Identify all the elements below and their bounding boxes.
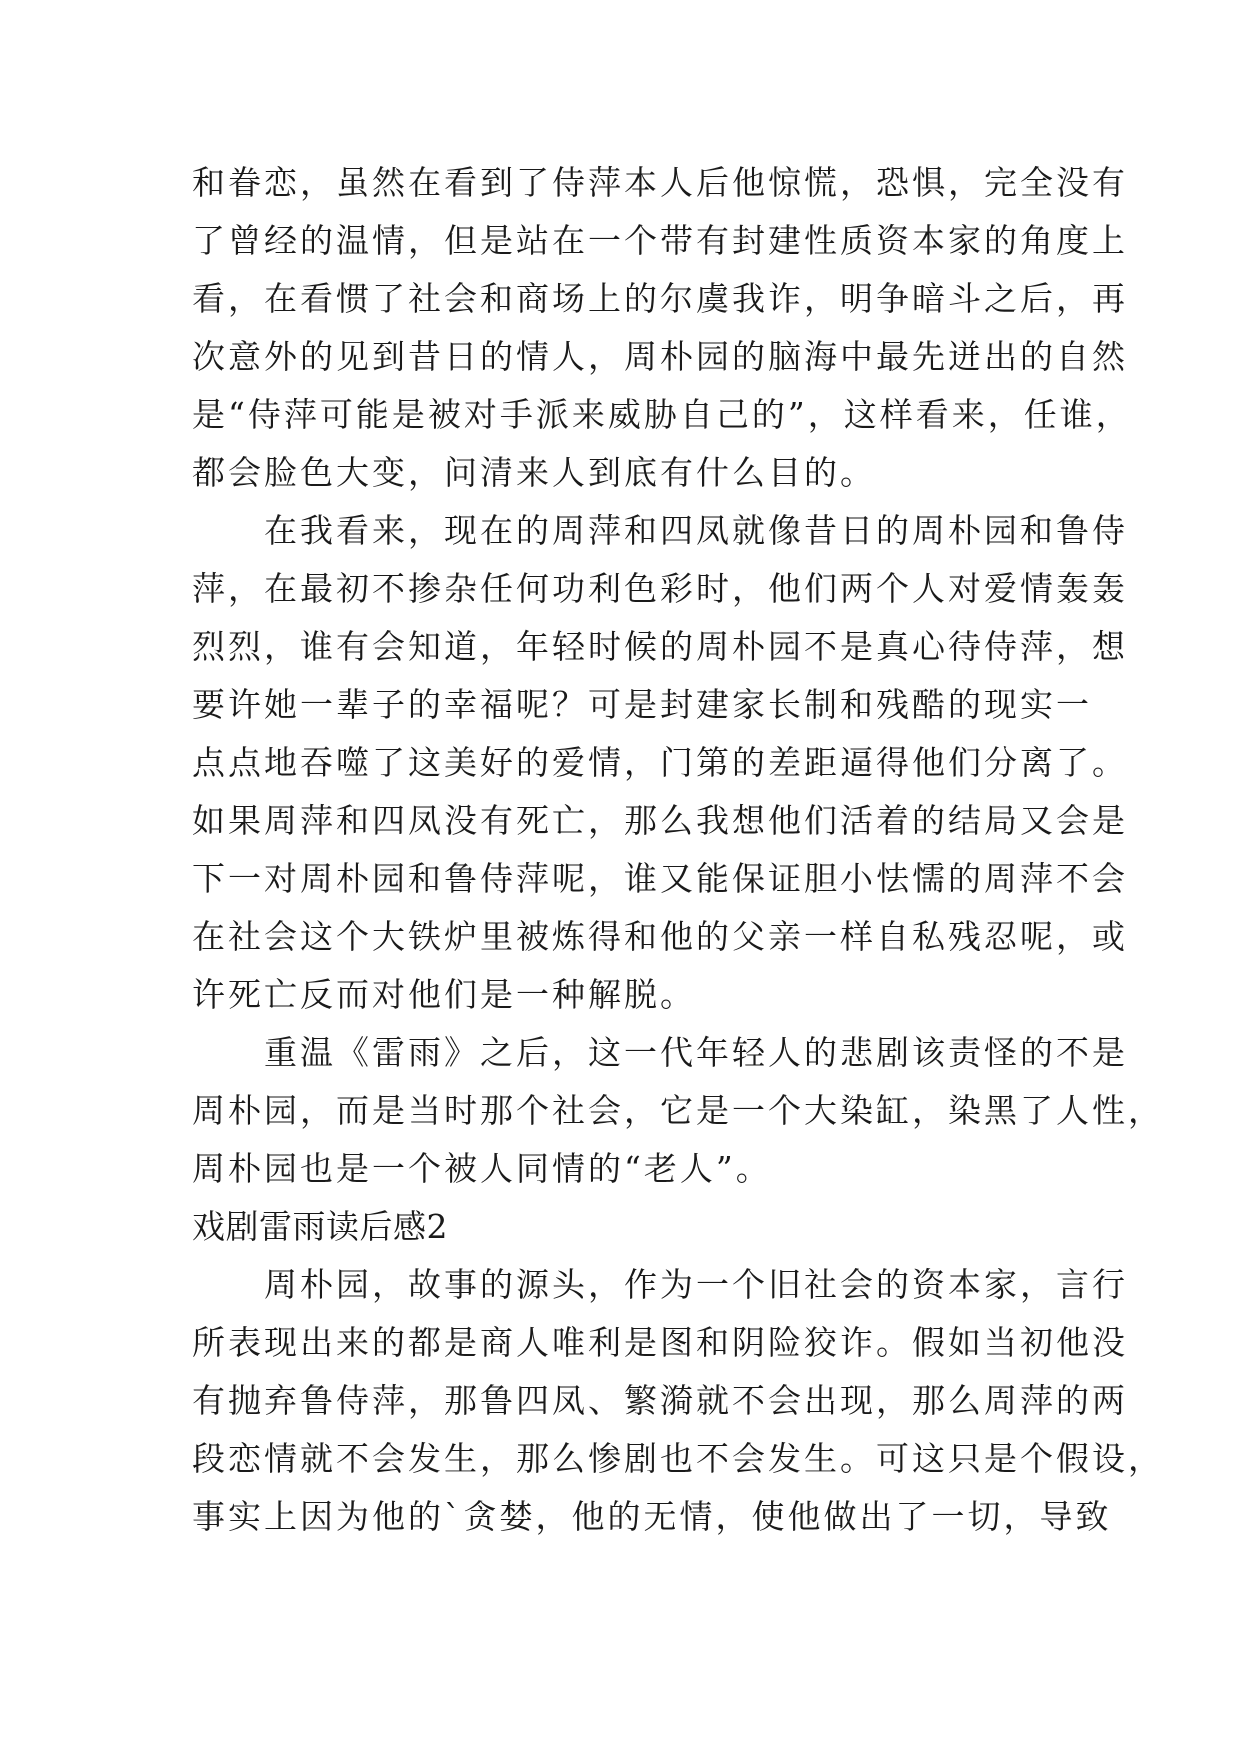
text-line: 段恋情就不会发生，那么惨剧也不会发生。可这只是个假设，: [192, 1439, 1164, 1478]
text-line: 在社会这个大铁炉里被炼得和他的父亲一样自私残忍呢，或: [192, 917, 1128, 956]
text-line: 是“侍萍可能是被对手派来威胁自己的”，这样看来，任谁，: [192, 395, 1132, 434]
text-line: 如果周萍和四凤没有死亡，那么我想他们活着的结局又会是: [192, 801, 1128, 840]
text-line: 要许她一辈子的幸福呢？可是封建家长制和残酷的现实一: [192, 685, 1092, 724]
paragraph-first-line: 在我看来，现在的周萍和四凤就像昔日的周朴园和鲁侍: [192, 511, 1128, 550]
text-line: 点点地吞噬了这美好的爱情，门第的差距逼得他们分离了。: [192, 743, 1128, 782]
text-line: 烈烈，谁有会知道，年轻时候的周朴园不是真心待侍萍，想: [192, 627, 1128, 666]
text-line: 看，在看惯了社会和商场上的尔虞我诈，明争暗斗之后，再: [192, 279, 1128, 318]
text-line: 所表现出来的都是商人唯利是图和阴险狡诈。假如当初他没: [192, 1323, 1128, 1362]
text-line: 都会脸色大变，问清来人到底有什么目的。: [192, 453, 876, 492]
text-line: 有抛弃鲁侍萍，那鲁四凤、繁漪就不会出现，那么周萍的两: [192, 1381, 1128, 1420]
text-line: 事实上因为他的`贪婪，他的无情，使他做出了一切，导致: [192, 1497, 1112, 1536]
text-line: 周朴园，而是当时那个社会，它是一个大染缸，染黑了人性，: [192, 1091, 1164, 1130]
text-line: 下一对周朴园和鲁侍萍呢，谁又能保证胆小怯懦的周萍不会: [192, 859, 1128, 898]
text-line: 萍，在最初不掺杂任何功利色彩时，他们两个人对爱情轰轰: [192, 569, 1128, 608]
paragraph-first-line: 重温《雷雨》之后，这一代年轻人的悲剧该责怪的不是: [192, 1033, 1128, 1072]
text-line: 了曾经的温情，但是站在一个带有封建性质资本家的角度上: [192, 221, 1128, 260]
text-line: 和眷恋，虽然在看到了侍萍本人后他惊慌，恐惧，完全没有: [192, 163, 1128, 202]
section-heading: 戏剧雷雨读后感2: [192, 1207, 448, 1246]
document-body: [192, 154, 1164, 1546]
text-line: 许死亡反而对他们是一种解脱。: [192, 975, 696, 1014]
text-line: 周朴园也是一个被人同情的“老人”。: [192, 1149, 772, 1188]
paragraph-first-line: 周朴园，故事的源头，作为一个旧社会的资本家，言行: [192, 1265, 1128, 1304]
text-line: 次意外的见到昔日的情人，周朴园的脑海中最先迸出的自然: [192, 337, 1128, 376]
